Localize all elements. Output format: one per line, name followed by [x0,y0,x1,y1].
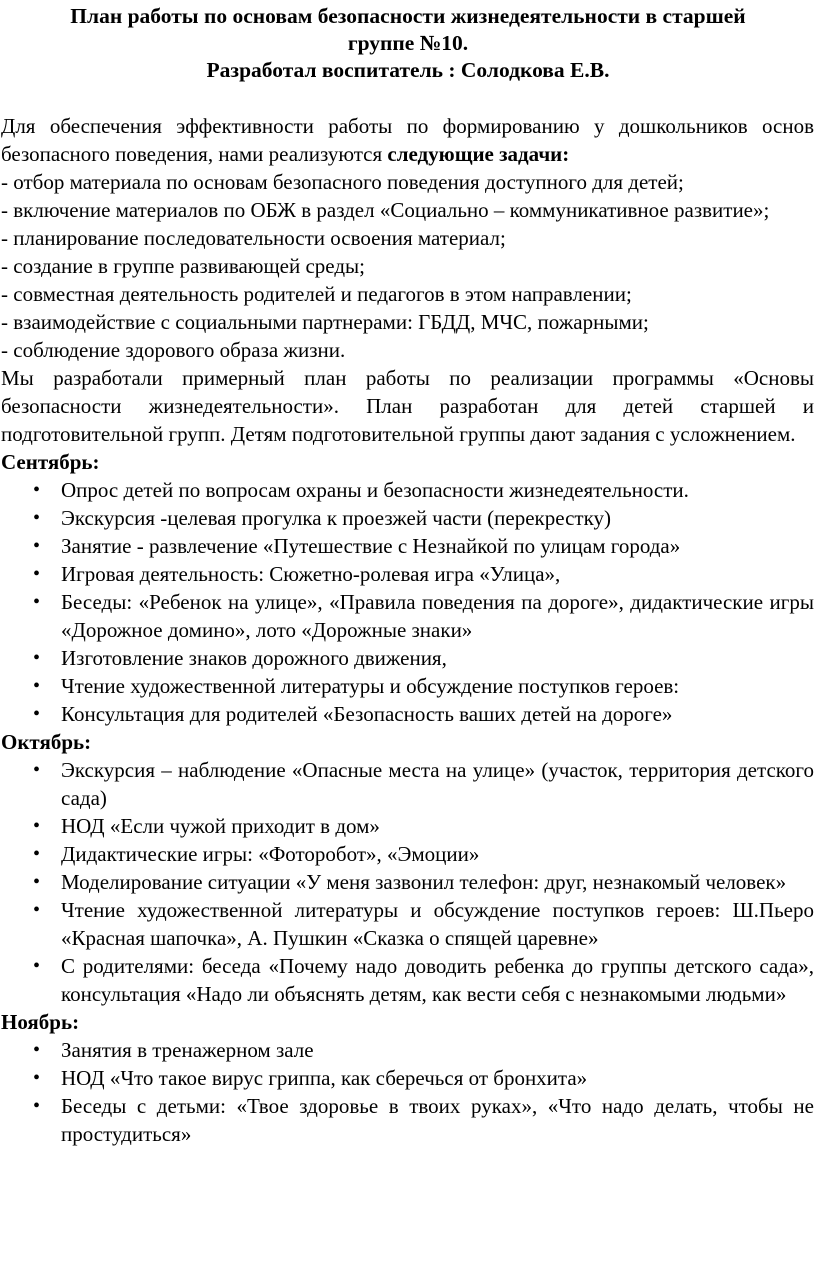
bullet-icon: • [33,591,41,613]
september-list [0,476,816,728]
november-list [0,1036,816,1148]
list-item [0,812,816,840]
bullet-icon: • [33,815,41,837]
list-item [0,532,816,560]
list-item-text: Моделирование ситуации «У меня зазвонил телефон: друг, незнакомый человек» [61,870,787,894]
title-line-3: Разработал воспитатель : Солодкова Е.В. [206,58,610,82]
bullet-icon: • [33,871,41,893]
list-item-text: Занятия в тренажерном зале [61,1038,314,1062]
document-title [0,3,816,84]
bullet-icon: • [33,507,41,529]
month-heading-september: Сентябрь: [1,450,100,474]
month-heading-november: Ноябрь: [1,1010,80,1034]
bullet-icon: • [33,843,41,865]
list-item-text: Беседы с детьми: «Твое здоровье в твоих руках», «Что надо делать, чтобы не простудиться» [61,1094,814,1146]
intro-paragraph [0,112,816,168]
bullet-icon: • [33,1095,41,1117]
bullet-icon: • [33,1067,41,1089]
list-item-text: С родителями: беседа «Почему надо доводить ребенка до группы детского сада», консультация «Надо ли объяснять детям, как вести себя с незнакомыми людьми» [61,954,814,1006]
list-item [0,840,816,868]
list-item [0,504,816,532]
list-item-text: Занятие - развлечение «Путешествие с Незнайкой по улицам города» [61,534,681,558]
list-item-text: Изготовление знаков дорожного движения, [61,646,447,670]
bullet-icon: • [33,647,41,669]
title-line-1: План работы по основам безопасности жизнедеятельности в старшей [70,4,746,28]
bullet-icon: • [33,675,41,697]
spacer [0,84,816,112]
bullet-icon: • [33,535,41,557]
list-item [0,560,816,588]
month-heading-october: Октябрь: [1,730,92,754]
intro-bold: следующие задачи: [387,142,570,166]
list-item [0,476,816,504]
list-item [0,896,816,952]
task-item: - соблюдение здорового образа жизни. [1,338,346,362]
bullet-icon: • [33,759,41,781]
list-item-text: Экскурсия – наблюдение «Опасные места на улице» (участок, территория детского сада) [61,758,814,810]
list-item-text: Опрос детей по вопросам охраны и безопасности жизнедеятельности. [61,478,689,502]
task-item: - отбор материала по основам безопасного поведения доступного для детей; [1,170,684,194]
list-item [0,644,816,672]
list-item [0,868,816,896]
list-item-text: Беседы: «Ребенок на улице», «Правила поведения па дороге», дидактические игры «Дорожное домино», лото «Дорожные знаки» [61,590,814,642]
list-item-text: Дидактические игры: «Фоторобот», «Эмоции» [61,842,480,866]
bullet-icon: • [33,563,41,585]
task-item: - планирование последовательности освоения материал; [1,226,506,250]
task-item: - взаимодействие с социальными партнерами: ГБДД, МЧС, пожарными; [1,310,649,334]
bullet-icon: • [33,1039,41,1061]
october-list [0,756,816,1008]
list-item [0,756,816,812]
list-item-text: Чтение художественной литературы и обсуждение поступков героев: [61,674,680,698]
bullet-icon: • [33,955,41,977]
list-item [0,1064,816,1092]
list-item-text: Экскурсия -целевая прогулка к проезжей части (перекрестку) [61,506,611,530]
list-item-text: Консультация для родителей «Безопасность ваших детей на дороге» [61,702,673,726]
task-list [0,168,816,364]
list-item [0,672,816,700]
list-item [0,588,816,644]
list-item [0,1036,816,1064]
task-item: - совместная деятельность родителей и педагогов в этом направлении; [1,282,632,306]
bullet-icon: • [33,899,41,921]
list-item-text: Чтение художественной литературы и обсуждение поступков героев: Ш.Пьеро «Красная шапочка», А. Пушкин «Сказка о спящей царевне» [61,898,814,950]
list-item [0,1092,816,1148]
task-item: - создание в группе развивающей среды; [1,254,365,278]
title-line-2: группе №10. [347,31,469,55]
list-item-text: НОД «Если чужой приходит в дом» [61,814,380,838]
plan-intro-paragraph: Мы разработали примерный план работы по реализации программы «Основы безопасности жизнедеятельности». План разработан для детей старшей и подготовительной групп. Детям подготовительной группы дают задания с усложнением. [1,366,814,446]
list-item-text: НОД «Что такое вирус гриппа, как сберечься от бронхита» [61,1066,588,1090]
task-item: - включение материалов по ОБЖ в раздел «Социально – коммуникативное развитие»; [1,198,770,222]
bullet-icon: • [33,479,41,501]
bullet-icon: • [33,703,41,725]
list-item [0,952,816,1008]
list-item [0,700,816,728]
intro-text: Для обеспечения эффективности работы по формированию у дошкольников основ безопасного поведения, нами реализуются [1,114,814,166]
list-item-text: Игровая деятельность: Сюжетно-ролевая игра «Улица», [61,562,561,586]
